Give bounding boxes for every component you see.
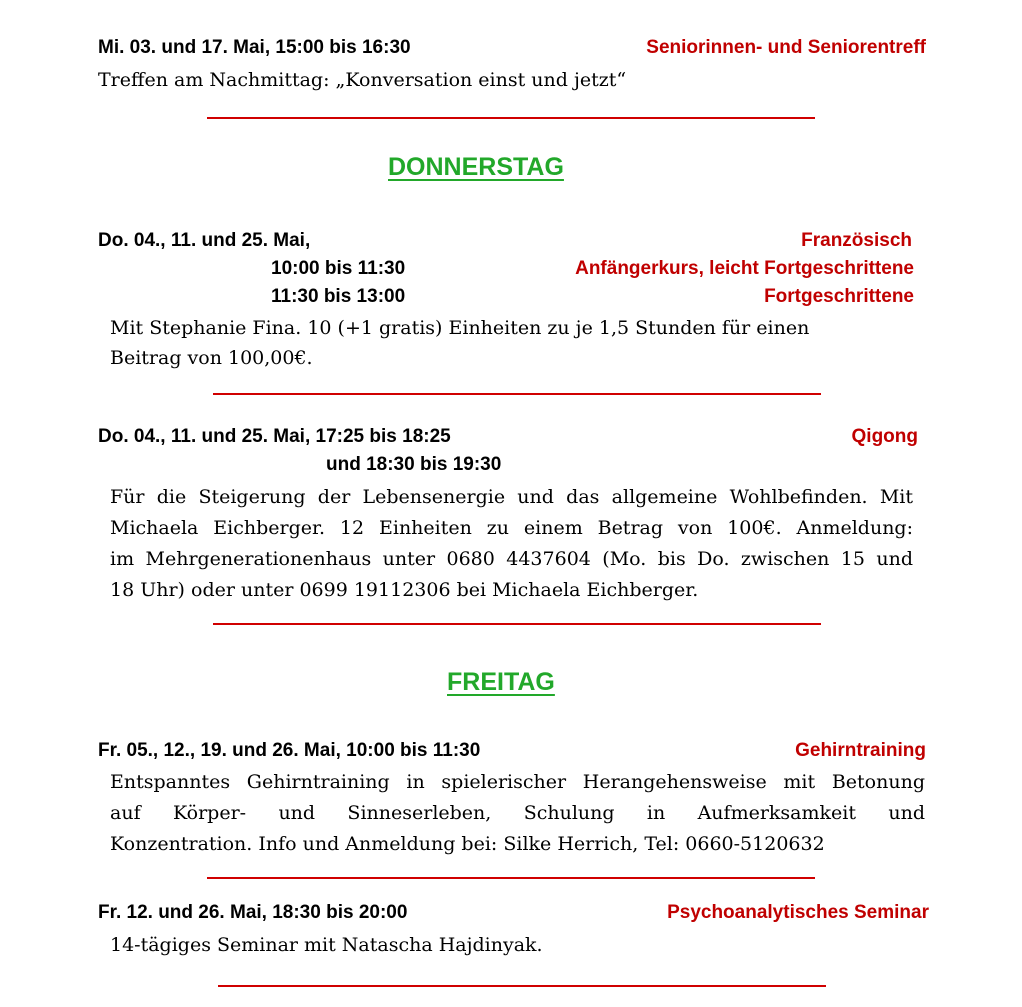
divider — [207, 117, 815, 119]
divider — [213, 393, 821, 395]
event-description-line: Mit Stephanie Fina. 10 (+1 gratis) Einheiten zu je 1,5 Stunden für einen — [110, 317, 810, 339]
event-level: Anfängerkurs, leicht Fortgeschrittene — [575, 258, 914, 279]
event-title: Psychoanalytisches Seminar — [667, 902, 929, 923]
event-time: und 18:30 bis 19:30 — [326, 454, 502, 475]
event-time: 11:30 bis 13:00 — [271, 286, 406, 307]
day-heading-thursday: DONNERSTAG — [388, 153, 564, 181]
event-date: Fr. 12. und 26. Mai, 18:30 bis 20:00 — [98, 902, 408, 923]
event-description-line: Entspanntes Gehirntraining in spielerischer Herangehensweise mit Betonung — [110, 771, 925, 793]
event-description: 14-tägiges Seminar mit Natascha Hajdinyak. — [110, 934, 543, 956]
event-description-line: auf Körper- und Sinneserleben, Schulung in Aufmerksamkeit und — [110, 802, 925, 824]
event-date: Do. 04., 11. und 25. Mai, — [98, 230, 311, 251]
divider — [207, 877, 815, 879]
event-title: Seniorinnen- und Seniorentreff — [646, 37, 926, 58]
event-level: Fortgeschrittene — [764, 286, 914, 307]
event-title: Qigong — [851, 426, 918, 447]
event-date: Fr. 05., 12., 19. und 26. Mai, 10:00 bis 11:30 — [98, 740, 481, 761]
event-date: Do. 04., 11. und 25. Mai, 17:25 bis 18:25 — [98, 426, 451, 447]
event-title: Gehirntraining — [795, 740, 926, 761]
event-description-line: Beitrag von 100,00€. — [110, 347, 313, 369]
event-description-line: 18 Uhr) oder unter 0699 19112306 bei Michaela Eichberger. — [110, 579, 699, 601]
event-title: Französisch — [801, 230, 912, 251]
day-heading-friday: FREITAG — [447, 668, 555, 696]
event-description-line: im Mehrgenerationenhaus unter 0680 4437604 (Mo. bis Do. zwischen 15 und — [110, 548, 913, 570]
event-date: Mi. 03. und 17. Mai, 15:00 bis 16:30 — [98, 37, 411, 58]
divider — [213, 623, 821, 625]
event-description-line: Für die Steigerung der Lebensenergie und das allgemeine Wohlbefinden. Mit — [110, 486, 913, 508]
event-description-line: Michaela Eichberger. 12 Einheiten zu einem Betrag von 100€. Anmeldung: — [110, 517, 913, 539]
divider — [218, 985, 826, 987]
event-description-line: Konzentration. Info und Anmeldung bei: Silke Herrich, Tel: 0660-5120632 — [110, 833, 825, 855]
event-time: 10:00 bis 11:30 — [271, 258, 406, 279]
event-description: Treffen am Nachmittag: „Konversation einst und jetzt“ — [98, 69, 627, 91]
